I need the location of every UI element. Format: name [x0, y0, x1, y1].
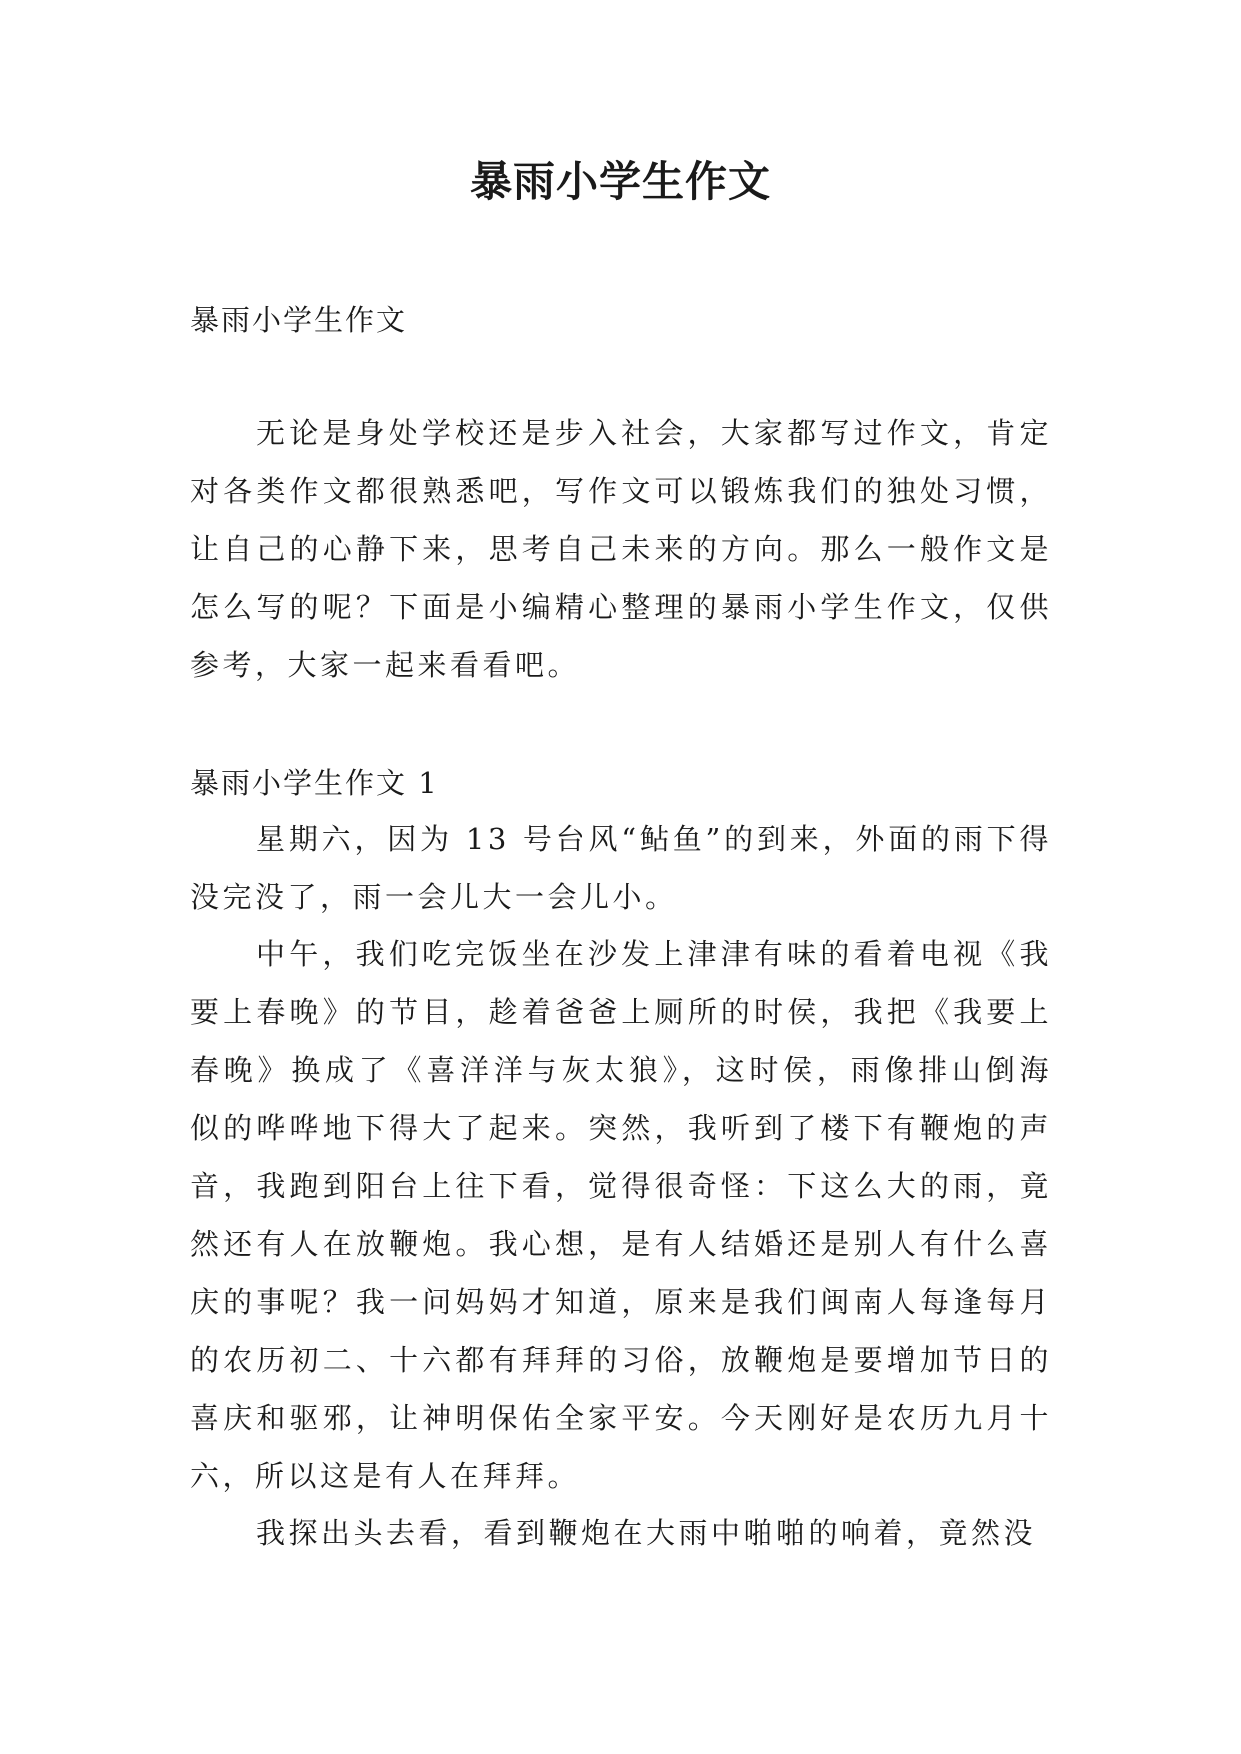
body-paragraph: 我探出头去看，看到鞭炮在大雨中啪啪的响着，竟然没 — [256, 1516, 1037, 1550]
body-paragraph: 星期六，因为 13 号台风“鲇鱼”的到来，外面的雨下得没完没了，雨一会儿大一会儿小。 — [190, 822, 1052, 914]
document-subtitle: 暴雨小学生作文 — [190, 303, 408, 337]
intro-paragraph: 无论是身处学校还是步入社会，大家都写过作文，肯定对各类作文都很熟悉吧，写作文可以锻炼我们的独处习惯，让自己的心静下来，思考自己未来的方向。那么一般作文是怎么写的呢？下面是小编精心整理的暴雨小学生作文，仅供参考，大家一起来看看吧。 — [190, 416, 1052, 682]
body-paragraph: 中午，我们吃完饭坐在沙发上津津有味的看着电视《我要上春晚》的节目，趁着爸爸上厕所的时侯，我把《我要上春晚》换成了《喜洋洋与灰太狼》，这时侯，雨像排山倒海似的哗哗地下得大了起来。突然，我听到了楼下有鞭炮的声音，我跑到阳台上往下看，觉得很奇怪：下这么大的雨，竟然还有人在放鞭炮。我心想，是有人结婚还是别人有什么喜庆的事呢？我一问妈妈才知道，原来是我们闽南人每逢每月的农历初二、十六都有拜拜的习俗，放鞭炮是要增加节日的喜庆和驱邪，让神明保佑全家平安。今天刚好是农历九月十六，所以这是有人在拜拜。 — [190, 937, 1052, 1493]
document-title: 暴雨小学生作文 — [469, 157, 771, 206]
section-heading: 暴雨小学生作文 1 — [190, 766, 439, 800]
